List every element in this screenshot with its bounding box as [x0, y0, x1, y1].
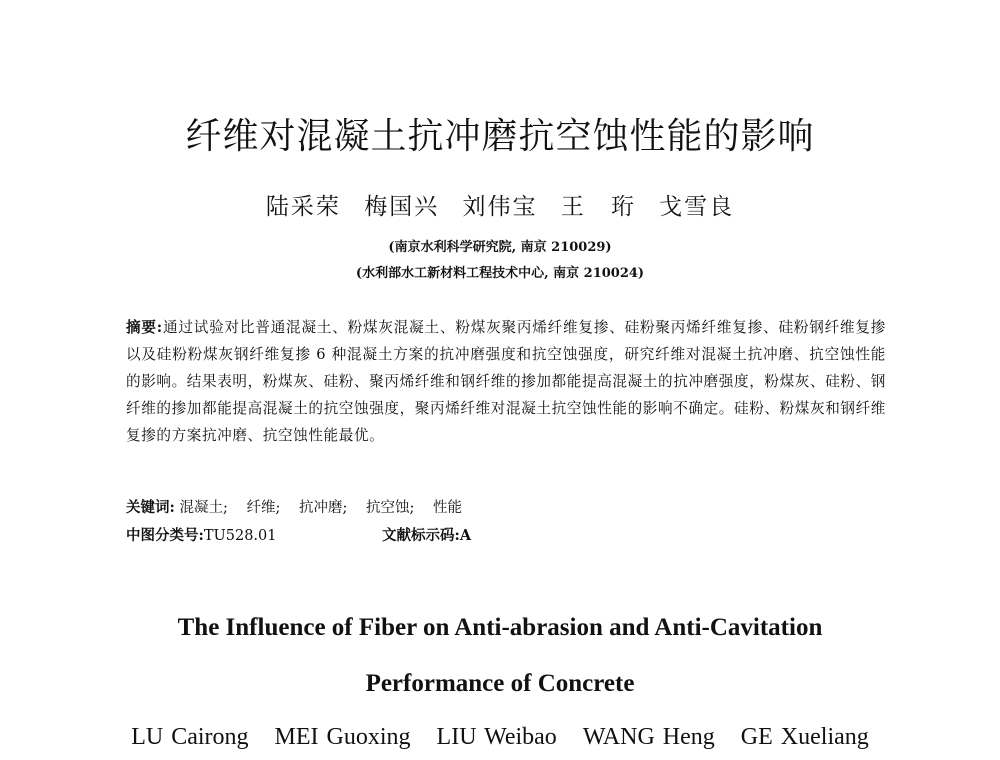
author-en: LIU Weibao — [436, 724, 557, 750]
abstract — [126, 314, 886, 449]
author-en: WANG Heng — [582, 724, 715, 750]
keyword: 纤维; — [246, 500, 281, 516]
keyword: 混凝土; — [179, 500, 228, 516]
keyword: 性能 — [432, 500, 462, 516]
classification-label: 中图分类号: — [126, 527, 204, 544]
keyword: 抗冲磨; — [298, 500, 348, 516]
author-cn: 梅国兴 — [364, 194, 440, 220]
author-cn: 戈雪良 — [659, 194, 735, 220]
paper-title-cn: 纤维对混凝土抗冲磨抗空蚀性能的影响 — [185, 116, 815, 157]
document-code — [382, 524, 471, 545]
keywords-line — [126, 496, 476, 517]
abstract-label: 摘要: — [126, 319, 163, 336]
keywords-label: 关键词: — [126, 499, 175, 516]
author-en: GE Xueliang — [740, 724, 869, 750]
affiliation: (水利部水工新材料工程技术中心, 南京 210024) — [355, 266, 645, 281]
author-cn: 陆采荣 — [265, 194, 341, 220]
author-list-cn — [0, 188, 1000, 221]
author-en: LU Cairong — [131, 724, 249, 750]
affiliation: (南京水利科学研究院, 南京 210029) — [388, 240, 612, 255]
keyword: 抗空蚀; — [365, 500, 415, 516]
classification-value: TU528.01 — [203, 528, 277, 544]
author-cn: 王 珩 — [560, 194, 636, 220]
author-en: MEI Guoxing — [274, 724, 411, 750]
document-code-label: 文献标示码: — [382, 527, 460, 544]
author-cn: 刘伟宝 — [462, 194, 538, 220]
classification-line — [126, 524, 472, 545]
document-code-value: A — [459, 527, 472, 544]
author-list-en — [0, 724, 1000, 751]
paper-title-en-line1: The Influence of Fiber on Anti-abrasion and Anti-Cavitation — [177, 614, 823, 641]
paper-title-en-line2: Performance of Concrete — [365, 670, 635, 697]
abstract-text: 通过试验对比普通混凝土、粉煤灰混凝土、粉煤灰聚丙烯纤维复掺、硅粉聚丙烯纤维复掺、硅粉钢纤维复掺以及硅粉粉煤灰钢纤维复掺 6 种混凝土方案的抗冲磨强度和抗空蚀强度，研究纤维对混凝土抗冲磨、抗空蚀性能的影响。结果表明，粉煤灰、硅粉、聚丙烯纤维和钢纤维的掺加都能提高混凝土的抗冲磨强度，粉煤灰、硅粉、钢纤维的掺加都能提高混凝土的抗空蚀强度，聚丙烯纤维对混凝土抗空蚀性能的影响不确定。硅粉、粉煤灰和钢纤维复掺的方案抗冲磨、抗空蚀性能最优。 — [126, 319, 886, 444]
